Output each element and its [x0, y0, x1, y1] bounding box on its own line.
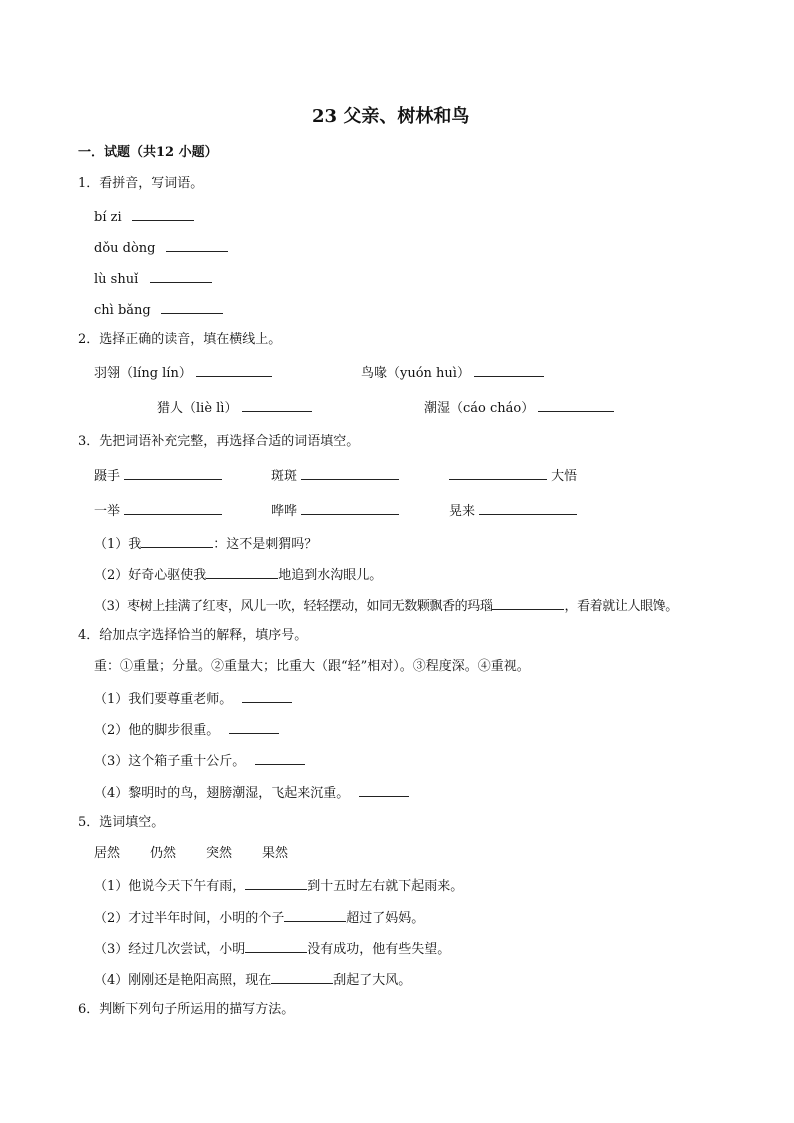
sentence-part: ：这不是刺猬吗？ — [213, 537, 318, 552]
answer-blank[interactable] — [196, 364, 272, 377]
q4-item-1 — [94, 690, 292, 708]
q3-word-2 — [271, 467, 399, 485]
q4-item-2 — [94, 721, 279, 739]
sentence-part: （4）刚刚还是艳阳高照，现在 — [94, 973, 272, 988]
word-with-readings: 鸟喙（yuón huì） — [361, 366, 470, 381]
sentence-part: （2）好奇心驱使我 — [94, 568, 207, 583]
pinyin-text: bí zi — [94, 210, 122, 225]
word-with-readings: 潮湿（cáo cháo） — [424, 401, 535, 416]
answer-blank[interactable] — [132, 208, 194, 221]
q3-word-3 — [449, 467, 577, 485]
q3-stem: 3．先把词语补充完整，再选择合适的词语填空。 — [78, 434, 360, 449]
q3-word-1 — [94, 467, 222, 485]
answer-blank[interactable] — [124, 502, 222, 515]
q5-sentence-1 — [94, 877, 463, 895]
q4-item-4 — [94, 784, 409, 802]
q1-item-1 — [94, 208, 194, 226]
q1-item-2 — [94, 239, 228, 257]
q5-sentence-4 — [94, 971, 411, 989]
answer-blank[interactable] — [242, 690, 292, 703]
answer-blank[interactable] — [245, 940, 307, 953]
answer-blank[interactable] — [271, 971, 333, 984]
q1-stem: 1．看拼音，写词语。 — [78, 176, 204, 191]
q3-sentence-3 — [94, 597, 678, 615]
q5-option-1: 居然 — [94, 846, 121, 861]
q5-option-2: 仍然 — [150, 846, 177, 861]
pinyin-text: chì bǎng — [94, 303, 151, 318]
sentence-part: 地追到水沟眼儿。 — [278, 568, 383, 583]
word-fragment: 蹑手 — [94, 469, 121, 484]
answer-blank[interactable] — [150, 270, 212, 283]
q5-sentence-3 — [94, 940, 450, 958]
sentence-part: （2）他的脚步很重。 — [94, 723, 220, 738]
word-fragment: 斑斑 — [271, 469, 298, 484]
q2-stem: 2．选择正确的读音，填在横线上。 — [78, 332, 282, 347]
q1-item-4 — [94, 301, 223, 319]
q5-sentence-2 — [94, 909, 424, 927]
q2-item-1 — [94, 364, 272, 382]
q4-item-3 — [94, 752, 305, 770]
word-with-readings: 猎人（liè lì） — [157, 401, 238, 416]
sentence-part: ，看着就让人眼馋。 — [564, 599, 678, 614]
word-fragment: 大悟 — [551, 469, 578, 484]
sentence-part: （2）才过半年时间，小明的个子 — [94, 911, 285, 926]
sentence-part: （3）经过几次尝试，小明 — [94, 942, 246, 957]
sentence-part: （1）我 — [94, 537, 142, 552]
answer-blank[interactable] — [229, 721, 279, 734]
q4-stem: 4．给加点字选择恰当的解释，填序号。 — [78, 628, 308, 643]
answer-blank[interactable] — [166, 239, 228, 252]
q1-item-3 — [94, 270, 212, 288]
answer-blank[interactable] — [206, 566, 278, 579]
sentence-part: 到十五时左右就下起雨来。 — [307, 879, 464, 894]
answer-blank[interactable] — [161, 301, 223, 314]
answer-blank[interactable] — [301, 467, 399, 480]
answer-blank[interactable] — [284, 909, 346, 922]
answer-blank[interactable] — [479, 502, 577, 515]
section-heading: 一．试题（共12 小题） — [78, 145, 218, 160]
word-fragment: 哗哗 — [271, 504, 298, 519]
answer-blank[interactable] — [359, 784, 409, 797]
q6-stem: 6．判断下列句子所运用的描写方法。 — [78, 1002, 295, 1017]
q2-item-2 — [361, 364, 544, 382]
answer-blank[interactable] — [124, 467, 222, 480]
q2-item-3 — [157, 399, 312, 417]
q3-word-6 — [449, 502, 577, 520]
q2-item-4 — [424, 399, 614, 417]
answer-blank[interactable] — [474, 364, 544, 377]
sentence-part: （4）黎明时的鸟，翅膀潮湿，飞起来沉重。 — [94, 786, 350, 801]
sentence-part: （1）他说今天下午有雨， — [94, 879, 246, 894]
page-title: 23 父亲、树林和鸟 — [312, 106, 470, 127]
answer-blank[interactable] — [449, 467, 547, 480]
q3-sentence-2 — [94, 566, 382, 584]
word-fragment: 一举 — [94, 504, 121, 519]
q3-word-5 — [271, 502, 399, 520]
sentence-part: 没有成功，他有些失望。 — [307, 942, 451, 957]
word-with-readings: 羽翎（líng lín） — [94, 366, 192, 381]
sentence-part: （3）这个箱子重十公斤。 — [94, 754, 246, 769]
sentence-part: 刮起了大风。 — [333, 973, 412, 988]
word-fragment: 晃来 — [449, 504, 476, 519]
answer-blank[interactable] — [538, 399, 614, 412]
sentence-part: （1）我们要尊重老师。 — [94, 692, 233, 707]
answer-blank[interactable] — [242, 399, 312, 412]
sentence-part: 超过了妈妈。 — [346, 911, 425, 926]
q4-definitions: 重：①重量；分量。②重量大；比重大（跟“轻”相对）。③程度深。④重视。 — [94, 659, 530, 674]
answer-blank[interactable] — [141, 535, 213, 548]
answer-blank[interactable] — [245, 877, 307, 890]
q3-sentence-1 — [94, 535, 317, 553]
answer-blank[interactable] — [492, 597, 564, 610]
q5-option-3: 突然 — [206, 846, 233, 861]
q5-stem: 5．选词填空。 — [78, 815, 165, 830]
sentence-part: （3）枣树上挂满了红枣，风儿一吹，轻轻摆动，如同无数颗飘香的玛瑙 — [94, 599, 493, 614]
pinyin-text: lù shuǐ — [94, 272, 139, 287]
answer-blank[interactable] — [301, 502, 399, 515]
q5-option-4: 果然 — [262, 846, 289, 861]
answer-blank[interactable] — [255, 752, 305, 765]
q3-word-4 — [94, 502, 222, 520]
pinyin-text: dǒu dòng — [94, 241, 156, 256]
